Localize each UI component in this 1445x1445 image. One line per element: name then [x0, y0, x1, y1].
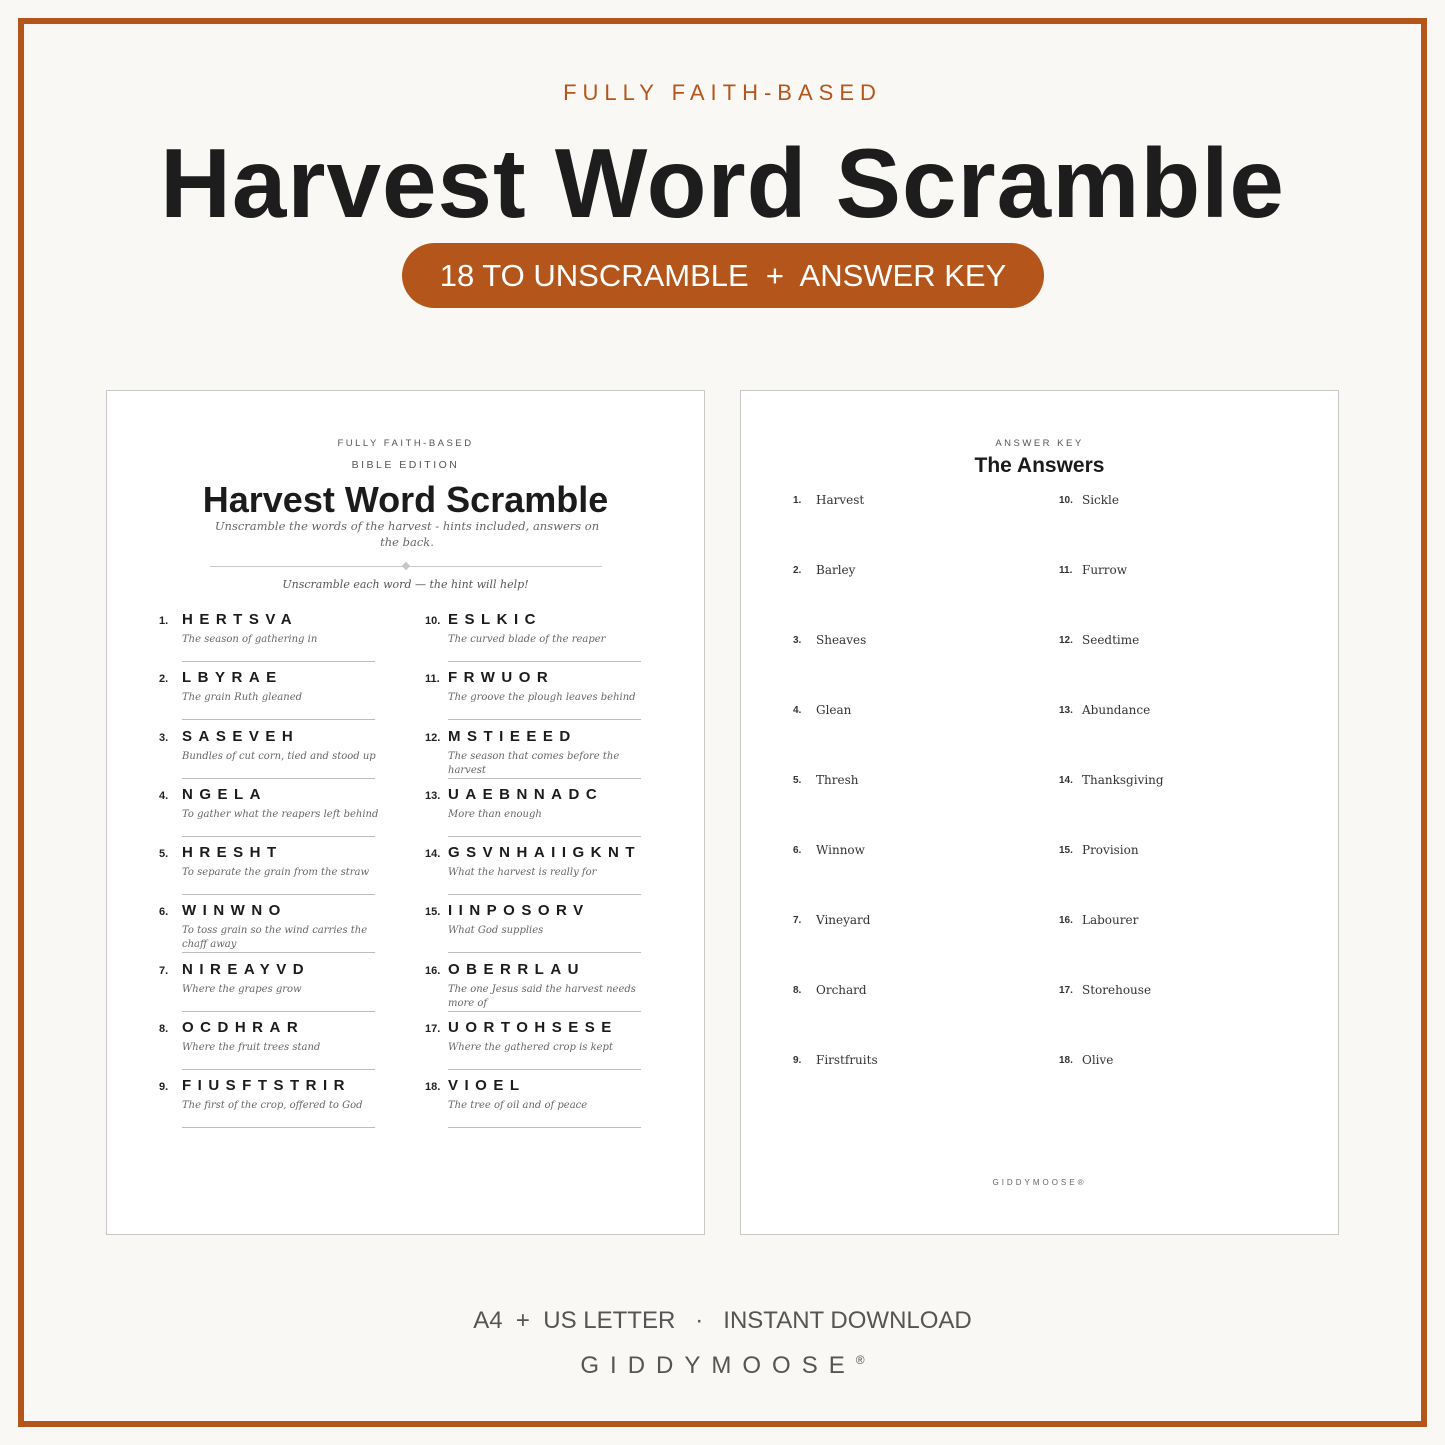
answer-item	[1059, 703, 1299, 773]
answer-number: 15.	[1059, 845, 1073, 856]
question-item	[157, 900, 407, 958]
hint-text: To gather what the reapers left behind	[182, 808, 379, 820]
question-number: 10.	[425, 615, 441, 627]
question-column-left	[157, 609, 407, 1134]
worksheet-subtitle: Unscramble the words of the harvest - hints included, answers on the back.	[214, 519, 600, 549]
answer-number: 18.	[1059, 1055, 1073, 1066]
answer-line	[182, 719, 375, 720]
answer-word: Sickle	[1082, 493, 1119, 507]
answer-word: Firstfruits	[816, 1053, 878, 1067]
worksheet-preview	[106, 390, 705, 1235]
divider-diamond-icon	[402, 562, 410, 570]
question-item	[157, 842, 407, 900]
answer-word: Harvest	[816, 493, 865, 507]
hint-text: More than enough	[448, 808, 542, 820]
answer-item	[1059, 983, 1299, 1053]
answer-key-eyebrow: ANSWER KEY	[995, 438, 1084, 449]
answer-number: 17.	[1059, 985, 1073, 996]
answer-word: Sheaves	[816, 633, 867, 647]
worksheet-title: Harvest Word Scramble	[202, 479, 609, 520]
answer-line	[182, 952, 375, 953]
format-info: A4 + US LETTER · INSTANT DOWNLOAD	[473, 1307, 972, 1334]
question-number: 16.	[425, 964, 441, 977]
answer-item	[1059, 633, 1299, 703]
header-eyebrow: FULLY FAITH-BASED	[563, 80, 882, 105]
hint-text: The curved blade of the reaper	[448, 634, 606, 645]
question-number: 13.	[425, 789, 441, 802]
hint-text: The first of the crop, offered to God	[182, 1100, 363, 1112]
page-title: Harvest Word Scramble	[160, 128, 1285, 238]
answer-item	[1059, 773, 1299, 843]
scrambled-word: HRESHT	[182, 844, 283, 862]
hint-text: The tree of oil and of peace	[448, 1100, 588, 1112]
scrambled-word: NIREAYVD	[182, 960, 311, 978]
answer-line	[182, 778, 375, 779]
hint-text: The season of gathering in	[182, 634, 318, 645]
answer-line	[448, 719, 641, 720]
question-number: 3.	[159, 731, 169, 744]
question-item	[157, 667, 407, 725]
question-number: 12.	[425, 731, 441, 744]
answer-number: 9.	[793, 1055, 802, 1066]
question-number: 4.	[159, 789, 169, 802]
answer-word: Provision	[1082, 843, 1139, 857]
answer-number: 6.	[793, 845, 802, 856]
answer-item	[1059, 493, 1299, 563]
question-number: 1.	[159, 615, 169, 627]
worksheet-instruction: Unscramble each word — the hint will help!	[282, 578, 529, 591]
answer-number: 4.	[793, 705, 802, 716]
question-item	[423, 784, 673, 842]
answer-item	[793, 773, 1033, 843]
answer-word: Labourer	[1082, 913, 1139, 927]
question-number: 6.	[159, 906, 169, 919]
answer-line	[448, 1069, 641, 1070]
answer-item	[793, 1053, 1033, 1123]
answer-item	[793, 563, 1033, 633]
brand-wordmark: GIDDYMOOSE	[580, 1352, 856, 1379]
answer-line	[448, 836, 641, 837]
question-item	[423, 1017, 673, 1075]
scrambled-word: UAEBNNADC	[448, 785, 604, 803]
scrambled-word: OBERRLAU	[448, 960, 585, 978]
answer-word: Thresh	[816, 773, 859, 787]
hint-text: What God supplies	[448, 925, 544, 937]
answer-item	[793, 843, 1033, 913]
answer-item	[793, 983, 1033, 1053]
question-item	[423, 1075, 673, 1133]
answer-key-brand: GIDDYMOOSE®	[992, 1178, 1087, 1187]
scrambled-word: IINPOSORV	[448, 902, 590, 920]
question-item	[423, 726, 673, 784]
question-item	[157, 784, 407, 842]
answer-word: Thanksgiving	[1082, 773, 1164, 787]
answer-key-title: The Answers	[974, 454, 1105, 477]
registered-mark: ®	[855, 1353, 865, 1367]
scrambled-word: WINWNO	[182, 902, 287, 920]
answer-word: Orchard	[816, 983, 867, 997]
answer-word: Winnow	[816, 843, 865, 857]
answer-line	[182, 1069, 375, 1070]
scrambled-word: ESLKIC	[448, 611, 543, 628]
question-item	[157, 609, 407, 667]
answer-line	[182, 836, 375, 837]
answer-line	[448, 1011, 641, 1012]
answer-item	[1059, 843, 1299, 913]
question-column-right	[423, 609, 673, 1134]
answer-word: Olive	[1082, 1053, 1114, 1067]
answer-item	[1059, 913, 1299, 983]
answer-item	[793, 703, 1033, 773]
answer-line	[182, 661, 375, 662]
question-number: 9.	[159, 1081, 169, 1094]
question-number: 15.	[425, 906, 441, 919]
scrambled-word: HERTSVA	[182, 611, 299, 628]
hint-text: To toss grain so the wind carries the chaff away	[182, 925, 368, 951]
scrambled-word: FIUSFTSTRIR	[182, 1077, 351, 1095]
question-number: 17.	[425, 1023, 441, 1036]
answer-item	[1059, 563, 1299, 633]
question-number: 5.	[159, 848, 169, 861]
answer-number: 10.	[1059, 495, 1073, 506]
answer-column-left	[793, 493, 1033, 1123]
question-item	[423, 959, 673, 1017]
scrambled-word: GSVNHAIIGKNT	[448, 844, 642, 862]
question-number: 18.	[425, 1081, 441, 1094]
answer-number: 11.	[1059, 565, 1073, 576]
answer-word: Storehouse	[1082, 983, 1152, 997]
answer-number: 5.	[793, 775, 802, 786]
scrambled-word: UORTOHSESE	[448, 1019, 618, 1037]
answer-column-right	[1059, 493, 1299, 1123]
hint-text: The season that comes before the harvest	[448, 750, 620, 776]
question-item	[157, 1075, 407, 1133]
question-number: 14.	[425, 848, 441, 861]
scrambled-word: VIOEL	[448, 1077, 526, 1095]
hint-text: What the harvest is really for	[448, 867, 597, 879]
answer-word: Seedtime	[1082, 633, 1140, 647]
question-item	[423, 842, 673, 900]
scrambled-word: OCDHRAR	[182, 1019, 305, 1037]
answer-word: Vineyard	[816, 913, 871, 927]
hint-text: The grain Ruth gleaned	[182, 692, 303, 704]
answer-number: 8.	[793, 985, 802, 996]
answer-number: 16.	[1059, 915, 1073, 926]
hint-text: Bundles of cut corn, tied and stood up	[182, 750, 376, 762]
answer-number: 2.	[793, 565, 802, 576]
question-item	[423, 609, 673, 667]
scrambled-word: FRWUOR	[448, 669, 555, 687]
answer-item	[1059, 1053, 1299, 1123]
scrambled-word: NGELA	[182, 785, 267, 803]
worksheet-eyebrow: FULLY FAITH-BASED	[337, 438, 474, 449]
scrambled-word: SASEVEH	[182, 727, 300, 745]
question-item	[157, 959, 407, 1017]
answer-number: 1.	[793, 495, 802, 506]
hint-text: The groove the plough leaves behind	[448, 692, 636, 704]
answer-number: 12.	[1059, 635, 1073, 646]
answer-key-preview	[740, 390, 1339, 1235]
scrambled-word: LBYRAE	[182, 669, 283, 687]
answer-item	[793, 913, 1033, 983]
answer-word: Furrow	[1082, 563, 1128, 577]
answer-line	[182, 1127, 375, 1128]
feature-pill: 18 TO UNSCRAMBLE + ANSWER KEY	[402, 243, 1044, 308]
answer-word: Barley	[816, 563, 856, 577]
question-number: 7.	[159, 964, 169, 977]
question-item	[423, 667, 673, 725]
answer-line	[182, 894, 375, 895]
question-number: 11.	[425, 673, 440, 686]
question-number: 8.	[159, 1023, 169, 1036]
answer-line	[182, 1011, 375, 1012]
answer-word: Abundance	[1082, 703, 1151, 717]
answer-item	[793, 633, 1033, 703]
answer-word: Glean	[816, 703, 852, 717]
hint-text: Where the gathered crop is kept	[448, 1042, 613, 1054]
answer-number: 3.	[793, 635, 802, 646]
question-item	[157, 726, 407, 784]
scrambled-word: MSTIEEED	[448, 727, 577, 745]
answer-number: 13.	[1059, 705, 1073, 716]
answer-line	[448, 778, 641, 779]
hint-text: To separate the grain from the straw	[182, 867, 370, 879]
hint-text: Where the fruit trees stand	[182, 1042, 321, 1054]
question-item	[423, 900, 673, 958]
question-number: 2.	[159, 673, 169, 686]
question-item	[157, 1017, 407, 1075]
answer-line	[448, 1127, 641, 1128]
answer-item	[793, 493, 1033, 563]
answer-line	[448, 952, 641, 953]
answer-number: 7.	[793, 915, 802, 926]
worksheet-edition: BIBLE EDITION	[351, 459, 460, 471]
hint-text: Where the grapes grow	[182, 983, 302, 995]
answer-number: 14.	[1059, 775, 1073, 786]
answer-line	[448, 894, 641, 895]
answer-line	[448, 661, 641, 662]
brand-name	[0, 1352, 1445, 1380]
hint-text: The one Jesus said the harvest needs more of	[448, 983, 636, 1009]
